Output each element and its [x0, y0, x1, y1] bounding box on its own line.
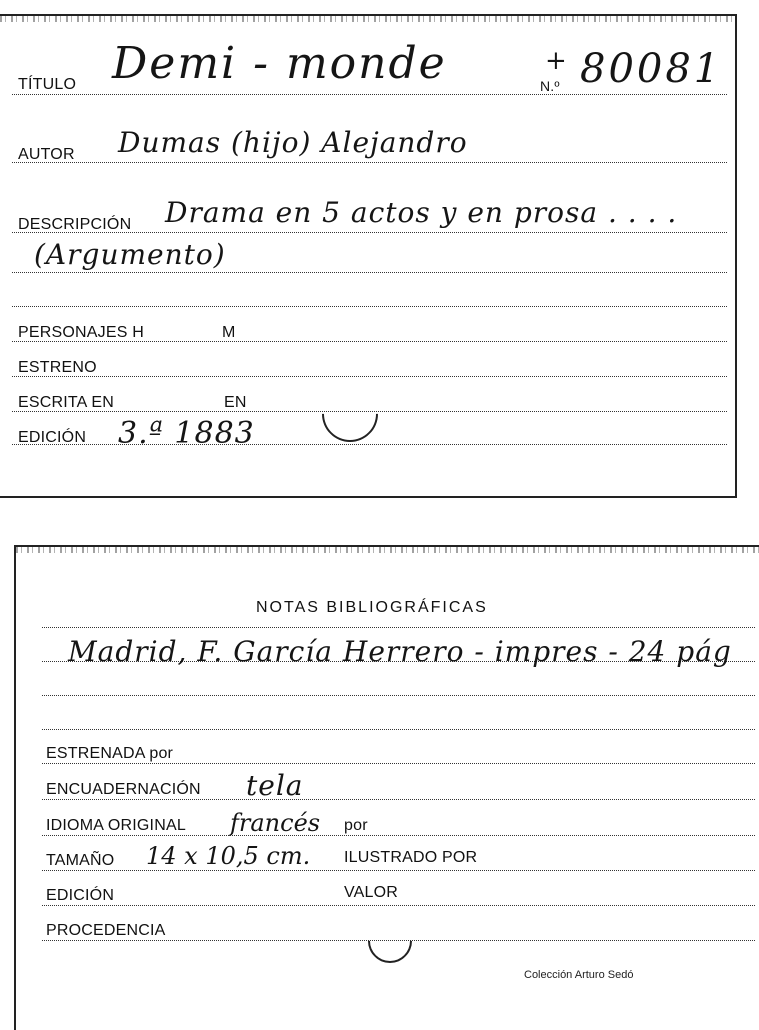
edicion-label: EDICIÓN	[46, 887, 115, 904]
punch-hole-mark	[310, 374, 389, 453]
rule-line	[12, 306, 727, 307]
ilustrado-por-label: ILUSTRADO POR	[344, 849, 478, 866]
numero-value: 80081	[580, 46, 723, 92]
catalog-card-front	[0, 14, 737, 498]
rule-line	[42, 799, 755, 800]
punch-hole-mark	[359, 910, 421, 972]
edicion-label: EDICIÓN	[18, 429, 87, 446]
rule-line	[12, 94, 727, 95]
notas-heading: NOTAS BIBLIOGRÁFICAS	[256, 599, 488, 616]
personajes-h-label: PERSONAJES H	[18, 324, 144, 341]
encuadernacion-value: tela	[246, 769, 304, 802]
rule-line	[42, 729, 755, 730]
tamano-value: 14 x 10,5 cm.	[146, 842, 311, 870]
numero-label: N.º	[540, 78, 560, 94]
descripcion-label: DESCRIPCIÓN	[18, 216, 132, 233]
autor-value: Dumas (hijo) Alejandro	[118, 126, 468, 159]
descripcion-value-line1: Drama en 5 actos y en prosa . . . .	[165, 196, 678, 229]
en-label: EN	[224, 394, 247, 411]
rule-line	[42, 835, 755, 836]
titulo-label: TÍTULO	[18, 76, 77, 93]
rule-line	[42, 905, 755, 906]
personajes-m-label: M	[222, 324, 236, 341]
titulo-value: Demi - monde	[112, 38, 447, 89]
rule-line	[42, 627, 755, 628]
rule-line	[42, 695, 755, 696]
encuadernacion-label: ENCUADERNACIÓN	[46, 781, 201, 798]
rule-line	[12, 162, 727, 163]
por-label: por	[344, 817, 368, 834]
autor-label: AUTOR	[18, 146, 75, 163]
rule-line	[12, 272, 727, 273]
descripcion-value-line2: (Argumento)	[34, 238, 226, 271]
estreno-label: ESTRENO	[18, 359, 97, 376]
tamano-label: TAMAÑO	[46, 852, 115, 869]
catalog-card-back	[14, 545, 759, 1030]
idioma-original-label: IDIOMA ORIGINAL	[46, 817, 186, 834]
collection-stamp: Colección Arturo Sedó	[524, 969, 634, 981]
idioma-original-value: francés	[230, 809, 321, 837]
card-edge-speckle	[0, 16, 735, 22]
rule-line	[42, 763, 755, 764]
card-edge-speckle	[16, 547, 759, 553]
cross-mark: +	[545, 46, 567, 76]
estrenada-por-label: ESTRENADA por	[46, 745, 174, 762]
escrita-en-label: ESCRITA EN	[18, 394, 114, 411]
edicion-value: 3.ª 1883	[118, 416, 255, 451]
procedencia-label: PROCEDENCIA	[46, 922, 166, 939]
rule-line	[12, 376, 727, 377]
notas-value: Madrid, F. García Herrero - impres - 24 pág	[68, 635, 732, 668]
valor-label: VALOR	[344, 884, 399, 901]
rule-line	[42, 870, 755, 871]
